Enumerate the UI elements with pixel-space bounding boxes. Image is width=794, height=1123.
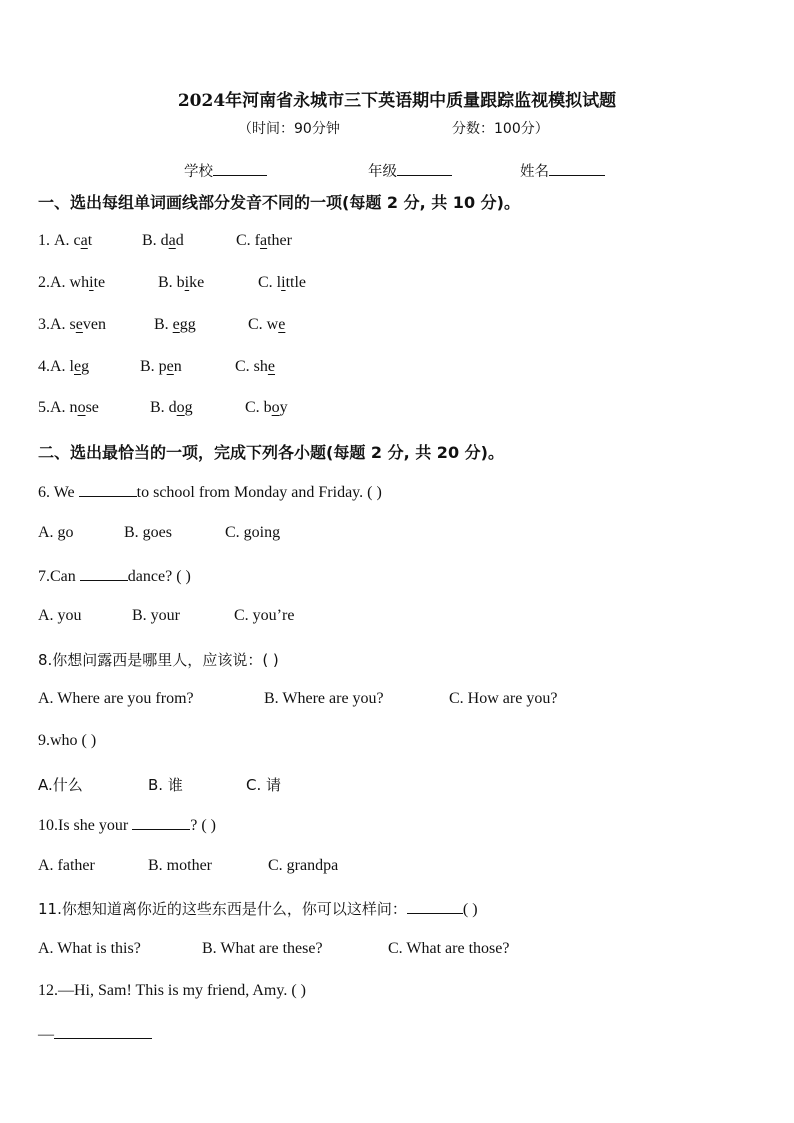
question-7 <box>38 566 191 586</box>
q5-option-b[interactable] <box>150 399 245 417</box>
option-text: ttle <box>285 274 307 291</box>
option-text: B. d <box>150 399 177 416</box>
option-text: A. s <box>50 316 76 333</box>
option-text: d <box>175 232 184 249</box>
q10-text-b: ? ( ) <box>190 817 216 834</box>
page-title: 2024年河南省永城市三下英语期中质量跟踪监视模拟试题 <box>177 91 617 111</box>
q10-blank[interactable] <box>132 815 190 830</box>
underlined-letter: e <box>267 358 276 375</box>
grade-blank[interactable] <box>397 161 452 176</box>
option-text: B. p <box>140 358 167 375</box>
underlined-letter: o <box>77 399 86 416</box>
q11-option-c[interactable]: C. What are those? <box>388 940 510 957</box>
underlined-letter: e <box>278 316 286 333</box>
question-10 <box>38 815 216 835</box>
q4-option-b[interactable] <box>140 358 235 376</box>
question-number: 1. <box>38 232 54 249</box>
grade-label: 年级 <box>368 164 397 180</box>
q8-text: 8.你想问露西是哪里人，应该说：( ) <box>38 651 279 669</box>
option-text: C. w <box>248 316 279 333</box>
q11-text-b: ( ) <box>462 901 478 918</box>
name-label: 姓名 <box>520 164 549 180</box>
question-6 <box>38 482 382 502</box>
q1-option-b[interactable] <box>142 232 236 250</box>
q1-option-c[interactable] <box>236 232 292 250</box>
option-text: C. sh <box>235 358 268 375</box>
q6-option-c[interactable]: C. going <box>225 524 281 541</box>
underlined-letter: a <box>80 232 88 249</box>
option-text: y <box>279 399 288 416</box>
q10-options <box>38 857 338 875</box>
q6-option-b[interactable]: B. goes <box>124 524 172 541</box>
question-number: 5. <box>38 399 50 416</box>
q6-text-a: 6. We <box>38 484 79 501</box>
q8-option-b[interactable]: B. Where are you? <box>264 690 384 707</box>
q9-option-a[interactable]: A.什么 <box>38 776 83 794</box>
question-5 <box>38 399 288 417</box>
name-blank[interactable] <box>549 161 605 176</box>
underlined-letter: i <box>281 274 286 291</box>
option-text: C. b <box>245 399 272 416</box>
q12-text: 12.—Hi, Sam! This is my friend, Amy. ( ) <box>38 982 306 999</box>
q8-options <box>38 690 557 708</box>
q7-text-b: dance? ( ) <box>127 568 191 585</box>
q6-options <box>38 524 280 542</box>
q5-option-a[interactable] <box>50 399 150 417</box>
q6-text-b: to school from Monday and Friday. ( ) <box>136 484 382 501</box>
question-1 <box>38 232 292 250</box>
q10-option-c[interactable]: C. grandpa <box>268 857 339 874</box>
option-text: ven <box>82 316 106 333</box>
q1-option-a[interactable] <box>54 232 142 250</box>
underlined-letter: e <box>172 316 180 333</box>
q12-answer <box>38 1024 152 1044</box>
option-text: g <box>184 399 193 416</box>
q9-text: 9.who ( ) <box>38 732 97 749</box>
school-field <box>184 160 267 181</box>
option-text: C. f <box>236 232 260 249</box>
option-text: gg <box>179 316 196 333</box>
option-text: ther <box>267 232 292 249</box>
q3-option-c[interactable] <box>248 316 285 334</box>
q11-blank[interactable] <box>407 899 463 914</box>
option-text: B. <box>154 316 173 333</box>
q12-answer-dash: — <box>38 1026 54 1043</box>
q7-option-a[interactable]: A. you <box>38 607 82 624</box>
q6-option-a[interactable]: A. go <box>38 524 74 541</box>
q11-option-b[interactable]: B. What are these? <box>202 940 323 957</box>
q4-option-a[interactable] <box>50 358 140 376</box>
school-blank[interactable] <box>213 161 267 176</box>
underlined-letter: a <box>168 232 176 249</box>
q2-option-a[interactable] <box>50 274 158 292</box>
q5-option-c[interactable] <box>245 399 288 417</box>
q11-option-a[interactable]: A. What is this? <box>38 940 141 957</box>
name-field <box>520 160 605 181</box>
grade-field <box>368 160 452 181</box>
q9-options <box>38 774 281 795</box>
question-9 <box>38 732 96 750</box>
q2-option-b[interactable] <box>158 274 258 292</box>
option-text: t <box>87 232 93 249</box>
q7-blank[interactable] <box>80 566 128 581</box>
q9-option-c[interactable]: C. 请 <box>246 776 282 794</box>
q10-option-a[interactable]: A. father <box>38 857 95 874</box>
q11-options <box>38 940 509 958</box>
option-text: A. n <box>50 399 78 416</box>
q7-text-a: 7.Can <box>38 568 80 585</box>
question-2 <box>38 274 306 292</box>
q10-text-a: 10.Is she your <box>38 817 133 834</box>
school-label: 学校 <box>184 164 213 180</box>
q10-option-b[interactable]: B. mother <box>148 857 212 874</box>
underlined-letter: i <box>184 274 190 291</box>
option-text: C. l <box>258 274 282 291</box>
underlined-letter: a <box>260 232 268 249</box>
section2-heading: 二、选出最恰当的一项，完成下列各小题(每题 2 分, 共 20 分)。 <box>38 443 504 462</box>
underlined-letter: e <box>75 316 83 333</box>
exam-score: 分数：100分） <box>452 121 549 137</box>
underlined-letter: e <box>166 358 174 375</box>
option-text: A. l <box>50 358 74 375</box>
option-text: B. d <box>142 232 169 249</box>
question-11 <box>38 898 478 919</box>
underlined-letter: o <box>271 399 280 416</box>
q7-options <box>38 607 294 625</box>
q7-option-b[interactable]: B. your <box>132 607 180 624</box>
q3-option-b[interactable] <box>154 316 248 334</box>
question-12 <box>38 982 306 1000</box>
option-text: A. c <box>54 232 81 249</box>
question-number: 4. <box>38 358 50 375</box>
q12-blank[interactable] <box>54 1024 152 1039</box>
section1-heading: 一、选出每组单词画线部分发音不同的一项(每题 2 分, 共 10 分)。 <box>38 193 520 212</box>
q6-blank[interactable] <box>79 482 137 497</box>
underlined-letter: o <box>176 399 185 416</box>
q8-option-a[interactable]: A. Where are you from? <box>38 690 194 707</box>
q9-option-b[interactable]: B. 谁 <box>148 776 183 794</box>
option-text: ke <box>189 274 205 291</box>
option-text: g <box>81 358 90 375</box>
q8-option-c[interactable]: C. How are you? <box>449 690 558 707</box>
option-text: A. wh <box>50 274 90 291</box>
question-3 <box>38 316 285 334</box>
question-4 <box>38 358 275 376</box>
question-8 <box>38 649 279 670</box>
q7-option-c[interactable]: C. you’re <box>234 607 295 624</box>
q4-option-c[interactable] <box>235 358 275 376</box>
option-text: n <box>173 358 182 375</box>
q2-option-c[interactable] <box>258 274 306 292</box>
question-number: 2. <box>38 274 50 291</box>
q3-option-a[interactable] <box>50 316 154 334</box>
q11-text-a: 11.你想知道离你近的这些东西是什么，你可以这样问： <box>38 900 407 918</box>
option-text: B. b <box>158 274 185 291</box>
question-number: 3. <box>38 316 50 333</box>
option-text: te <box>93 274 106 291</box>
underlined-letter: i <box>89 274 94 291</box>
underlined-letter: e <box>74 358 82 375</box>
exam-time: （时间：90分钟 <box>238 121 340 137</box>
option-text: se <box>85 399 99 416</box>
